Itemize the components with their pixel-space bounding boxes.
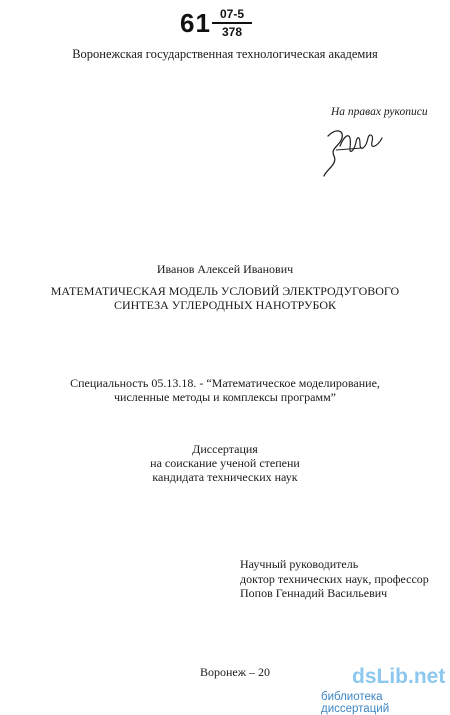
degree-line: кандидата технических наук — [152, 470, 298, 484]
title-line: МАТЕМАТИЧЕСКАЯ МОДЕЛЬ УСЛОВИЙ ЭЛЕКТРОДУГОВОГО — [50, 284, 400, 298]
degree-line: на соискание ученой степени — [150, 456, 300, 470]
stamp-denominator: 378 — [221, 25, 243, 39]
city-year: Воронеж – 20 — [200, 665, 271, 679]
watermark-subtitle: библиотека диссертаций — [321, 691, 390, 715]
title-line: СИНТЕЗА УГЛЕРОДНЫХ НАНОТРУБОК — [113, 298, 337, 312]
institution-name: Воронежская государственная технологическая академия — [72, 47, 378, 61]
dissertation-title — [0, 284, 450, 312]
watermark-logo: dsLib.net — [352, 665, 446, 688]
degree-line: Диссертация — [192, 442, 258, 456]
signature-mark — [322, 122, 384, 178]
specialty — [0, 376, 450, 404]
archive-stamp-number: 61 — [180, 8, 211, 38]
supervisor-block — [240, 557, 429, 601]
supervisor-line: Попов Геннадий Васильевич — [240, 586, 388, 600]
specialty-line: численные методы и комплексы программ” — [113, 390, 336, 404]
supervisor-line: Научный руководитель — [240, 557, 359, 571]
supervisor-line: доктор технических наук, профессор — [240, 571, 429, 586]
archive-stamp-fraction — [212, 7, 252, 39]
author-name: Иванов Алексей Иванович — [156, 262, 294, 276]
stamp-numerator: 07-5 — [219, 7, 245, 21]
rights-notice: На правах рукописи — [331, 106, 428, 118]
stamp-fraction-bar — [212, 22, 252, 24]
degree-info — [0, 442, 450, 484]
specialty-line: Специальность 05.13.18. - “Математическое моделирование, — [70, 376, 380, 390]
